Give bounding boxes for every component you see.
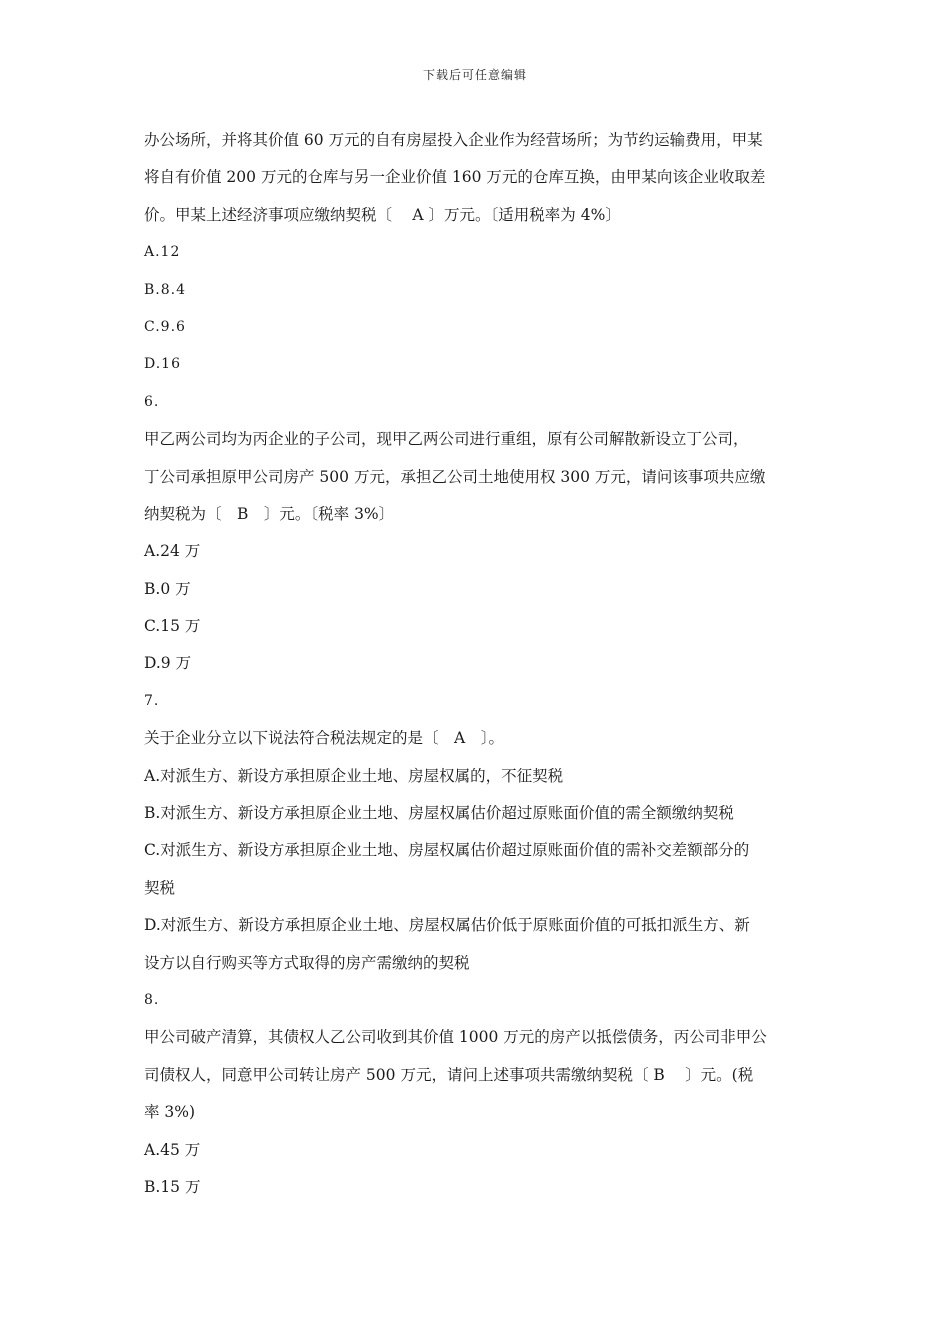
q7-option-d-line-1: D.对派生方、新设方承担原企业土地、房屋权属估价低于原账面价值的可抵扣派生方、新 [144,916,750,935]
q8-text-line-2: 司债权人，同意甲公司转让房产 500 万元，请问上述事项共需缴纳契税〔 B 〕元。(税 [144,1065,754,1084]
q6-option-a: A.24 万 [144,542,201,561]
q8-option-a: A.45 万 [144,1140,201,1159]
q7-text: 关于企业分立以下说法符合税法规定的是〔 A 〕。 [144,729,504,748]
q5-text-line-3: 价。甲某上述经济事项应缴纳契税〔 A 〕万元。〔适用税率为 4%〕 [144,205,621,224]
q6-option-d: D.9 万 [144,654,192,673]
q6-option-b: B.0 万 [144,579,191,598]
q5-option-c: C.9.6 [144,318,186,335]
q7-number: 7. [144,692,160,709]
q8-text-line-3: 率 3%) [144,1103,196,1122]
q5-option-b: B.8.4 [144,281,187,298]
q5-text-line-1: 办公场所，并将其价值 60 万元的自有房屋投入企业作为经营场所；为节约运输费用，甲某 [144,131,763,149]
q8-number: 8. [144,991,160,1008]
q7-option-d-line-2: 设方以自行购买等方式取得的房产需缴纳的契税 [144,953,470,972]
document-body [144,122,814,1206]
q6-text-line-3: 纳契税为〔 B 〕元。〔税率 3%〕 [144,504,395,523]
q8-option-b: B.15 万 [144,1177,201,1196]
page-header: 下载后可任意编辑 [422,68,527,82]
q7-option-b: B.对派生方、新设方承担原企业土地、房屋权属估价超过原账面价值的需全额缴纳契税 [144,804,734,823]
q7-option-a: A.对派生方、新设方承担原企业土地、房屋权属的，不征契税 [144,766,564,785]
q6-number: 6. [144,393,160,410]
q5-option-d: D.16 [144,356,181,373]
q5-text-line-2: 将自有价值 200 万元的仓库与另一企业价值 160 万元的仓库互换，由甲某向该企业收取差 [144,168,766,187]
q8-text-line-1: 甲公司破产清算，其债权人乙公司收到其价值 1000 万元的房产以抵偿债务，丙公司非甲公 [144,1028,767,1047]
q7-option-c-line-1: C.对派生方、新设方承担原企业土地、房屋权属估价超过原账面价值的需补交差额部分的 [144,841,750,860]
q5-option-a: A.12 [144,244,181,261]
q6-text-line-1: 甲乙两公司均为丙企业的子公司，现甲乙两公司进行重组，原有公司解散新设立丁公司， [144,430,749,449]
q6-option-c: C.15 万 [144,617,201,636]
q7-option-c-line-2: 契税 [144,878,176,897]
q6-text-line-2: 丁公司承担原甲公司房产 500 万元，承担乙公司土地使用权 300 万元，请问该事项共应缴 [144,467,766,486]
